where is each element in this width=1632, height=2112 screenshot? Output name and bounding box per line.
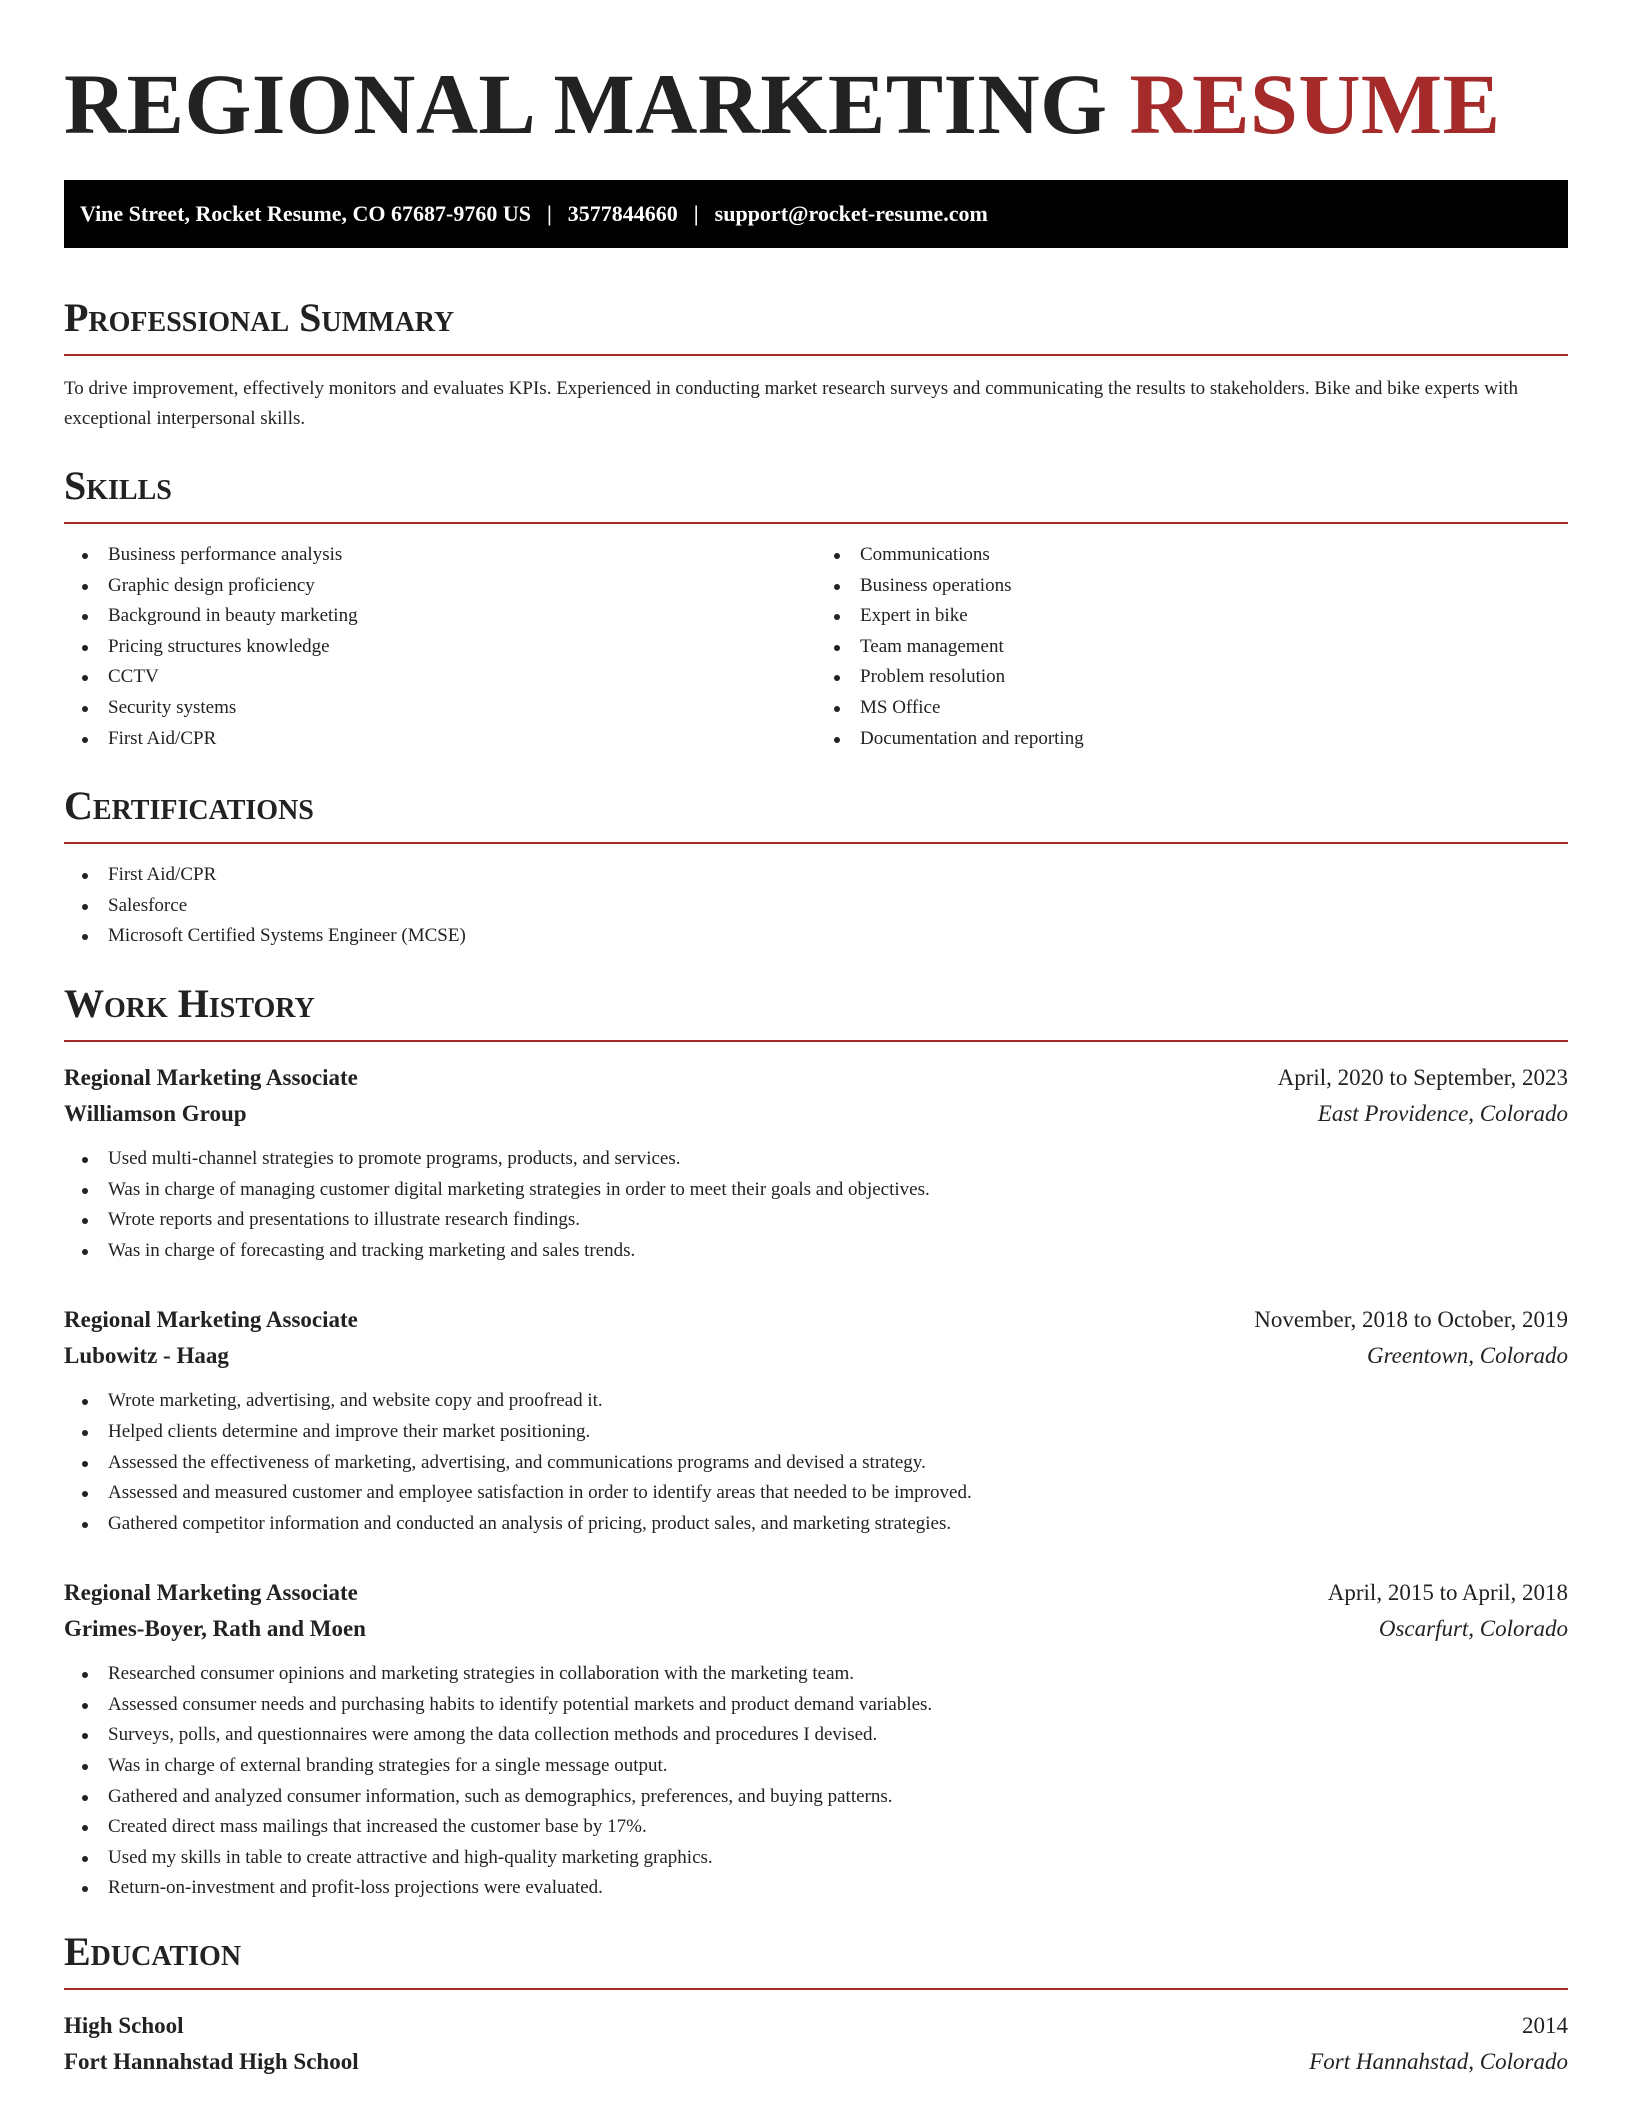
section-divider xyxy=(64,842,1568,844)
section-divider xyxy=(64,1040,1568,1042)
job-dates: April, 2020 to September, 2023 xyxy=(1277,1064,1568,1090)
job-title: Regional Marketing Associate xyxy=(64,1307,358,1333)
skill-item: Graphic design proficiency xyxy=(64,571,816,602)
education-school-row xyxy=(64,2044,1568,2080)
skill-item: Business operations xyxy=(816,571,1568,602)
job-company: Grimes-Boyer, Rath and Moen xyxy=(64,1616,366,1642)
section-divider xyxy=(64,1988,1568,1990)
job-duty: Gathered competitor information and conducted an analysis of pricing, product sales, and marketing strategies. xyxy=(64,1509,1568,1540)
skill-item: Documentation and reporting xyxy=(816,724,1568,755)
skills-section xyxy=(64,462,1568,754)
job-duty: Wrote marketing, advertising, and website copy and proofread it. xyxy=(64,1386,1568,1417)
job-dates: April, 2015 to April, 2018 xyxy=(1327,1580,1568,1606)
work-history-section xyxy=(64,980,1568,1904)
skill-item: Pricing structures knowledge xyxy=(64,632,816,663)
job-location: Oscarfurt, Colorado xyxy=(1378,1616,1568,1642)
job-duty: Gathered and analyzed consumer information, such as demographics, preferences, and buying patterns. xyxy=(64,1782,1568,1813)
title-main: REGIONAL MARKETING xyxy=(64,56,1108,152)
job-title-row xyxy=(64,1575,1568,1611)
skill-item: Business performance analysis xyxy=(64,540,816,571)
job-location: East Providence, Colorado xyxy=(1317,1100,1568,1126)
contact-email: support@rocket-resume.com xyxy=(714,201,988,226)
job-duty: Surveys, polls, and questionnaires were among the data collection methods and procedures I devised. xyxy=(64,1720,1568,1751)
job-duty: Assessed consumer needs and purchasing habits to identify potential markets and product demand variables. xyxy=(64,1690,1568,1721)
work-history-heading: Work History xyxy=(64,980,315,1026)
job-duty: Return-on-investment and profit-loss projections were evaluated. xyxy=(64,1873,1568,1904)
job-duty: Was in charge of managing customer digital marketing strategies in order to meet their goals and objectives. xyxy=(64,1175,1568,1206)
job-duty: Helped clients determine and improve their market positioning. xyxy=(64,1417,1568,1448)
contact-bar xyxy=(64,180,1568,248)
certifications-section xyxy=(64,782,1568,952)
job-company: Lubowitz - Haag xyxy=(64,1343,229,1369)
certification-item: Salesforce xyxy=(64,891,1568,922)
title-accent: RESUME xyxy=(1129,56,1501,152)
certification-item: Microsoft Certified Systems Engineer (MCSE) xyxy=(64,921,1568,952)
certification-item: First Aid/CPR xyxy=(64,860,1568,891)
contact-separator: | xyxy=(693,201,699,226)
job-company-row xyxy=(64,1611,1568,1647)
summary-section xyxy=(64,294,1568,434)
education-section xyxy=(64,1928,1568,2080)
certifications-list xyxy=(64,860,1568,952)
contact-phone: 3577844660 xyxy=(567,201,678,226)
job-duty: Was in charge of external branding strategies for a single message output. xyxy=(64,1751,1568,1782)
skill-item: CCTV xyxy=(64,662,816,693)
job-duties-list xyxy=(64,1386,1568,1539)
job-dates: November, 2018 to October, 2019 xyxy=(1254,1307,1568,1333)
education-heading: Education xyxy=(64,1929,242,1975)
job-duty: Wrote reports and presentations to illustrate research findings. xyxy=(64,1205,1568,1236)
job-duty: Was in charge of forecasting and tracking marketing and sales trends. xyxy=(64,1236,1568,1267)
section-divider xyxy=(64,354,1568,356)
skill-item: Communications xyxy=(816,540,1568,571)
job-entry xyxy=(64,1060,1568,1266)
job-title-row xyxy=(64,1060,1568,1096)
job-duties-list xyxy=(64,1144,1568,1266)
skill-item: Background in beauty marketing xyxy=(64,601,816,632)
skill-item: Problem resolution xyxy=(816,662,1568,693)
education-school: Fort Hannahstad High School xyxy=(64,2049,359,2075)
skill-item: MS Office xyxy=(816,693,1568,724)
skills-list-left xyxy=(64,540,816,754)
job-company-row xyxy=(64,1096,1568,1132)
job-title-row xyxy=(64,1302,1568,1338)
job-company: Williamson Group xyxy=(64,1100,247,1126)
skill-item: Security systems xyxy=(64,693,816,724)
job-duty: Assessed and measured customer and employee satisfaction in order to identify areas that needed to be improved. xyxy=(64,1478,1568,1509)
skill-item: Expert in bike xyxy=(816,601,1568,632)
contact-address: Vine Street, Rocket Resume, CO 67687-9760 US xyxy=(80,201,531,226)
job-entry xyxy=(64,1302,1568,1539)
job-company-row xyxy=(64,1338,1568,1374)
job-duty: Used my skills in table to create attractive and high-quality marketing graphics. xyxy=(64,1843,1568,1874)
job-duty: Used multi-channel strategies to promote programs, products, and services. xyxy=(64,1144,1568,1175)
education-entry xyxy=(64,2008,1568,2080)
job-duty: Researched consumer opinions and marketing strategies in collaboration with the marketing team. xyxy=(64,1659,1568,1690)
skill-item: First Aid/CPR xyxy=(64,724,816,755)
education-degree-row xyxy=(64,2008,1568,2044)
skills-heading: Skills xyxy=(64,463,172,508)
certifications-heading: Certifications xyxy=(64,783,314,829)
job-title: Regional Marketing Associate xyxy=(64,1580,358,1606)
job-duty: Created direct mass mailings that increased the customer base by 17%. xyxy=(64,1812,1568,1843)
education-location: Fort Hannahstad, Colorado xyxy=(1309,2049,1568,2075)
job-location: Greentown, Colorado xyxy=(1366,1343,1568,1369)
resume-title xyxy=(64,0,1568,154)
job-title: Regional Marketing Associate xyxy=(64,1064,358,1090)
contact-separator: | xyxy=(546,201,552,226)
skills-columns xyxy=(64,524,1568,754)
skill-item: Team management xyxy=(816,632,1568,663)
skills-list-right xyxy=(816,540,1568,754)
summary-heading: Professional Summary xyxy=(64,295,455,340)
job-duty: Assessed the effectiveness of marketing, advertising, and communications programs and devised a strategy. xyxy=(64,1448,1568,1479)
education-degree: High School xyxy=(64,2013,184,2039)
job-entry xyxy=(64,1575,1568,1904)
education-year: 2014 xyxy=(1522,2013,1568,2039)
job-duties-list xyxy=(64,1659,1568,1904)
summary-text: To drive improvement, effectively monitors and evaluates KPIs. Experienced in conducting market research surveys and communicating the results to stakeholders. Bike and bike experts with exceptional interpersonal skills. xyxy=(64,378,1519,429)
